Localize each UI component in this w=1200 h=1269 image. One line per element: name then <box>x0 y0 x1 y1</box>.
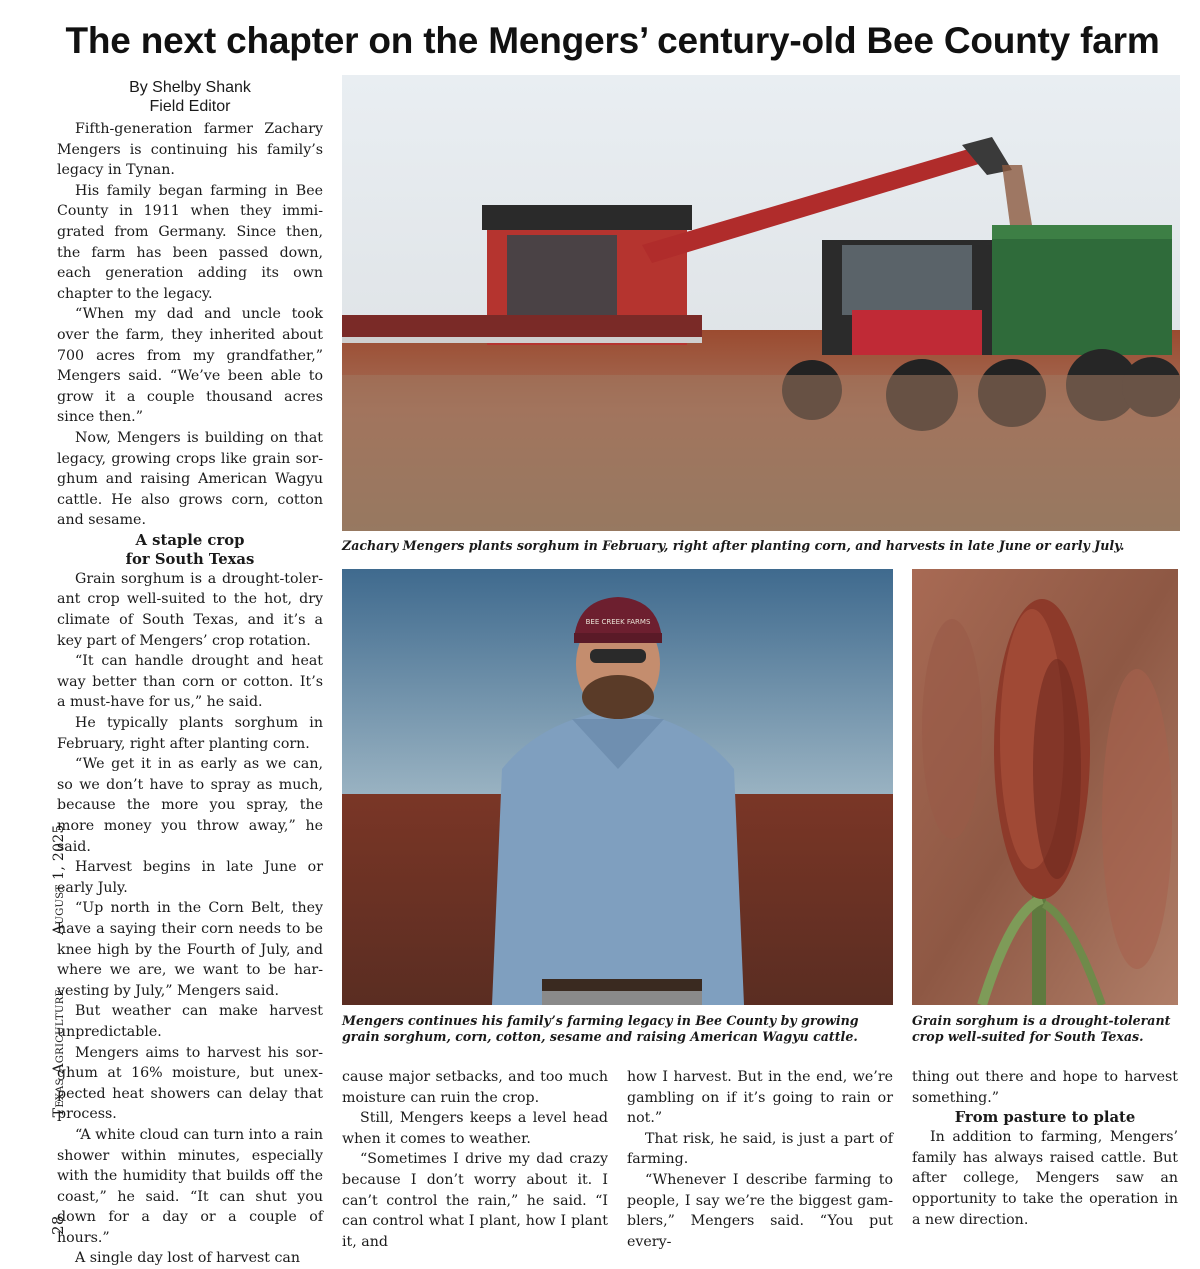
paragraph: “Whenever I describe farming to people, I say we’re the biggest gamblers,” Mengers said. “You put every- <box>627 1171 893 1250</box>
article-column-4 <box>912 1067 1178 1230</box>
mengers-portrait-photo <box>342 569 893 1005</box>
byline-role: Field Editor <box>149 98 231 115</box>
page-folio <box>49 824 67 1235</box>
paragraph: Fifth-generation farmer Zachary Mengers is continuing his family’s legacy in Tynan. <box>57 121 323 179</box>
paragraph: “When my dad and uncle took over the farm, they inherited about 700 acres from my grandfather,” Mengers said. “We’ve been able to grow it a couple thousand acres since then.” <box>57 306 323 426</box>
publication-name: Texas Agriculture <box>51 988 67 1118</box>
paragraph: In addition to farming, Mengers’ family has always raised cattle. But after college, Mengers saw an opportunity to take the operation in a new direction. <box>912 1129 1178 1228</box>
paragraph: But weather can make harvest unpredictable. <box>57 1003 323 1040</box>
paragraph: “It can handle drought and heat way better than corn or cotton. It’s a must-have for us,” he said. <box>57 653 323 711</box>
subhead-pasture-to-plate: From pasture to plate <box>954 1109 1136 1127</box>
article-column-2 <box>342 1067 608 1252</box>
article-column-1 <box>57 119 323 1269</box>
paragraph: That risk, he said, is just a part of farming. <box>627 1130 893 1168</box>
subhead-staple-crop <box>57 531 323 569</box>
paragraph: A single day lost of harvest can <box>75 1250 300 1267</box>
subhead-line: A staple crop <box>135 531 245 549</box>
paragraph: “We get it in as early as we can, so we don’t have to spray as much, because the more you spray, the more money you throw away,” he said. <box>57 756 323 855</box>
sorghum-closeup-photo <box>912 569 1178 1005</box>
paragraph: He typically plants sorghum in February, right after planting corn. <box>57 715 323 752</box>
page-number: 28 <box>49 1215 67 1235</box>
paragraph: Harvest begins in late June or early July. <box>57 859 323 896</box>
paragraph: Mengers aims to harvest his sorghum at 16% moisture, but unexpected heat showers can delay that process. <box>57 1044 323 1123</box>
paragraph: Still, Mengers keeps a level head when it comes to weather. <box>342 1110 608 1147</box>
byline <box>57 78 323 116</box>
paragraph: thing out there and hope to harvest something.” <box>912 1069 1178 1106</box>
paragraph: His family began farming in Bee County in 1911 when they immigrated from Germany. Since then, the farm has been passed down, each generation adding its own chapter to the legacy. <box>57 182 323 302</box>
paragraph: cause major setbacks, and too much moisture can ruin the crop. <box>342 1069 608 1106</box>
article-column-3 <box>627 1067 893 1252</box>
paragraph: “A white cloud can turn into a rain shower within minutes, especially with the humidity that builds off the coast,” he said. “It can shut you down for a day or a couple of hours.” <box>57 1126 323 1246</box>
portrait-photo-caption: Mengers continues his family’s farming legacy in Bee County by growing grain sorghum, corn, cotton, sesame and raising American Wagyu cattle. <box>342 1013 859 1044</box>
combine-photo-caption: Zachary Mengers plants sorghum in February, right after planting corn, and harvests in late June or early July. <box>342 538 1125 553</box>
paragraph: Grain sorghum is a drought-tolerant crop well-suited to the hot, dry climate of South Texas, and it’s a key part of Mengers’ crop rotation. <box>57 570 323 649</box>
issue-date: August 1, 2025 <box>51 824 67 935</box>
headline: The next chapter on the Mengers’ century-old Bee County farm <box>65 20 1160 61</box>
combine-harvest-photo <box>342 75 1180 531</box>
paragraph: Now, Mengers is building on that legacy, growing crops like grain sorghum and raising American Wagyu cattle. He also grows corn, cotton and sesame. <box>57 429 323 529</box>
cap-logo-text: BEE CREEK FARMS <box>585 618 651 626</box>
sorghum-photo-caption: Grain sorghum is a drought-tolerant crop well-suited for South Texas. <box>912 1013 1171 1044</box>
paragraph: “Sometimes I drive my dad crazy because I don’t worry about it. I can’t control the rain,” he said. “I can control what I plant, how I plant it, and <box>342 1151 608 1250</box>
paragraph: “Up north in the Corn Belt, they have a saying their corn needs to be knee high by the Fourth of July, and where we are, we want to be harvesting by July,” Mengers said. <box>57 900 323 999</box>
paragraph: how I harvest. But in the end, we’re gambling on if it’s going to rain or not.” <box>627 1069 893 1127</box>
subhead-line: for South Texas <box>125 550 255 568</box>
byline-author: By Shelby Shank <box>129 79 251 96</box>
